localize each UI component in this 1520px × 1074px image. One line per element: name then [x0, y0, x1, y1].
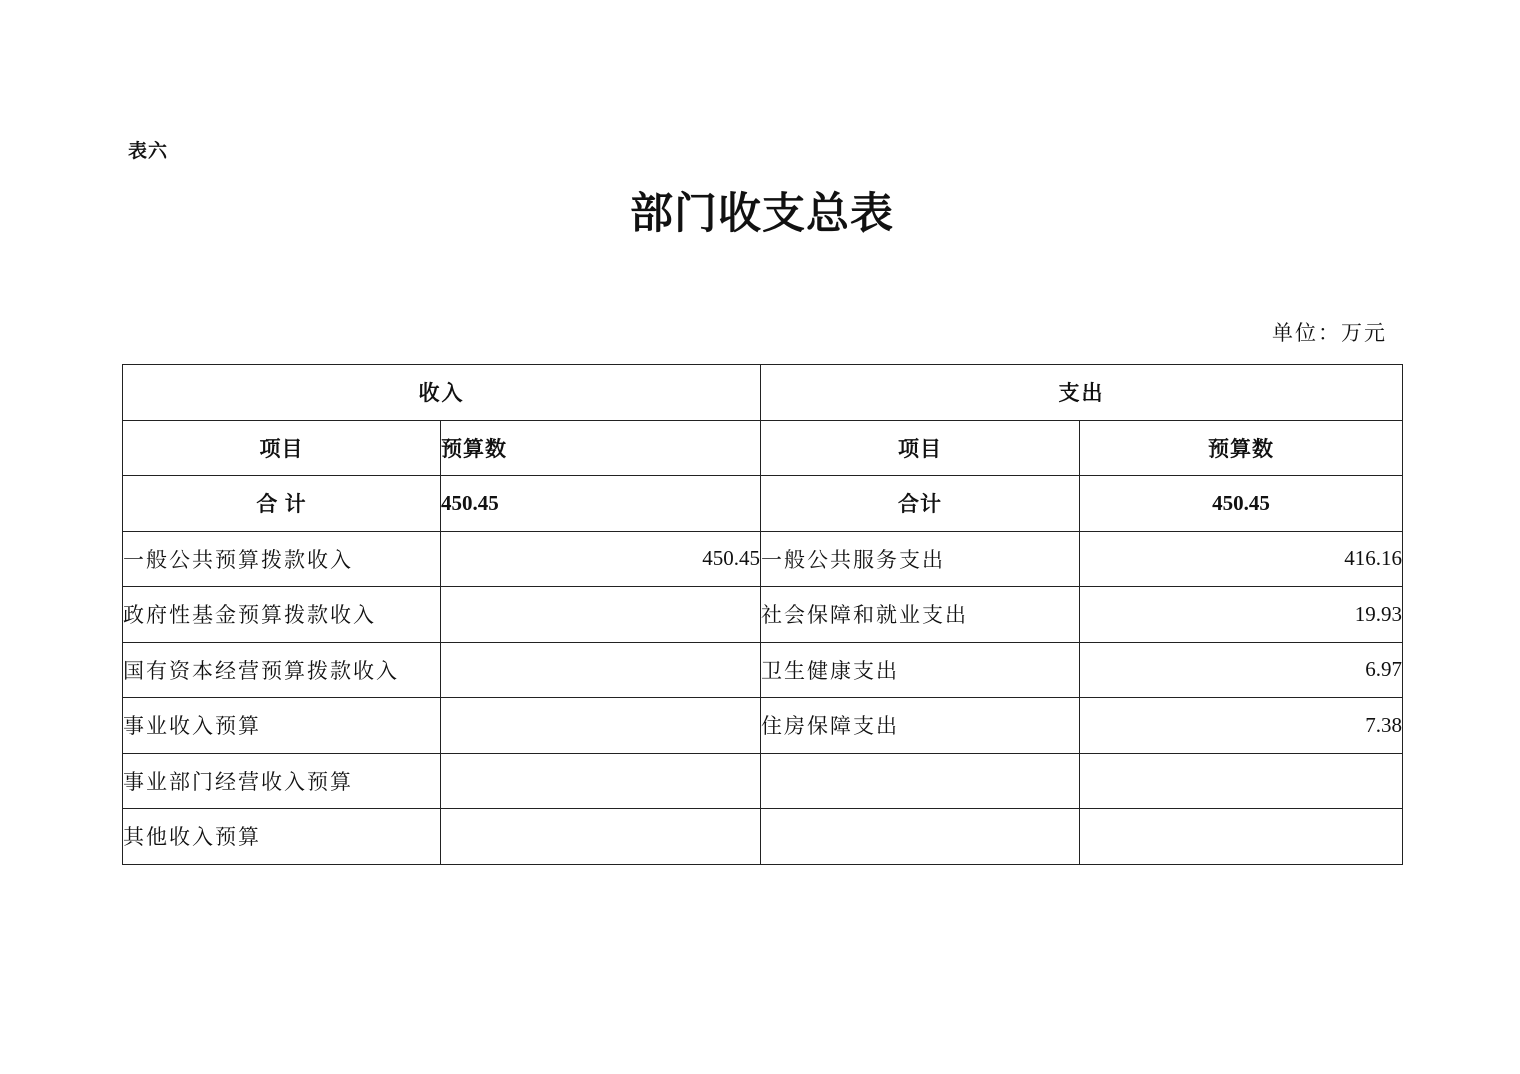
income-budget-cell: [441, 809, 761, 865]
column-header-row: [123, 420, 1403, 476]
income-total-label: 合 计: [123, 476, 441, 532]
income-item-cell: 国有资本经营预算拨款收入: [123, 642, 441, 698]
income-budget-cell: [441, 753, 761, 809]
income-item-cell: 其他收入预算: [123, 809, 441, 865]
expense-budget-cell: [1080, 753, 1403, 809]
income-section-header: 收入: [123, 365, 761, 421]
expense-item-cell: 卫生健康支出: [761, 642, 1080, 698]
expense-budget-cell: [1080, 809, 1403, 865]
expense-item-cell: 社会保障和就业支出: [761, 587, 1080, 643]
section-header-row: [123, 365, 1403, 421]
expense-item-cell: [761, 809, 1080, 865]
expense-item-cell: [761, 753, 1080, 809]
expense-budget-cell: 6.97: [1080, 642, 1403, 698]
expense-budget-cell: 19.93: [1080, 587, 1403, 643]
total-row: [123, 476, 1403, 532]
income-item-cell: 一般公共预算拨款收入: [123, 531, 441, 587]
expense-budget-header: 预算数: [1080, 420, 1403, 476]
income-item-cell: 事业部门经营收入预算: [123, 753, 441, 809]
expense-item-cell: 一般公共服务支出: [761, 531, 1080, 587]
income-budget-cell: [441, 698, 761, 754]
unit-note: 单位：万元: [1272, 321, 1387, 345]
income-budget-header: 预算数: [441, 420, 761, 476]
table-row: [123, 698, 1403, 754]
income-budget-cell: [441, 642, 761, 698]
income-budget-cell: [441, 587, 761, 643]
table-row: [123, 587, 1403, 643]
table-row: [123, 809, 1403, 865]
expense-item-header: 项目: [761, 420, 1080, 476]
expense-total-label: 合计: [761, 476, 1080, 532]
table-number-label: 表六: [128, 140, 169, 162]
table-row: [123, 642, 1403, 698]
income-total-value: 450.45: [441, 476, 761, 532]
income-item-cell: 政府性基金预算拨款收入: [123, 587, 441, 643]
budget-summary-table: [122, 364, 1403, 865]
expense-budget-cell: 7.38: [1080, 698, 1403, 754]
table-row: [123, 531, 1403, 587]
expense-total-value: 450.45: [1080, 476, 1403, 532]
expense-item-cell: 住房保障支出: [761, 698, 1080, 754]
expense-budget-cell: 416.16: [1080, 531, 1403, 587]
income-item-cell: 事业收入预算: [123, 698, 441, 754]
income-item-header: 项目: [123, 420, 441, 476]
income-budget-cell: 450.45: [441, 531, 761, 587]
page-title: 部门收支总表: [630, 191, 894, 238]
table-row: [123, 753, 1403, 809]
expense-section-header: 支出: [761, 365, 1403, 421]
